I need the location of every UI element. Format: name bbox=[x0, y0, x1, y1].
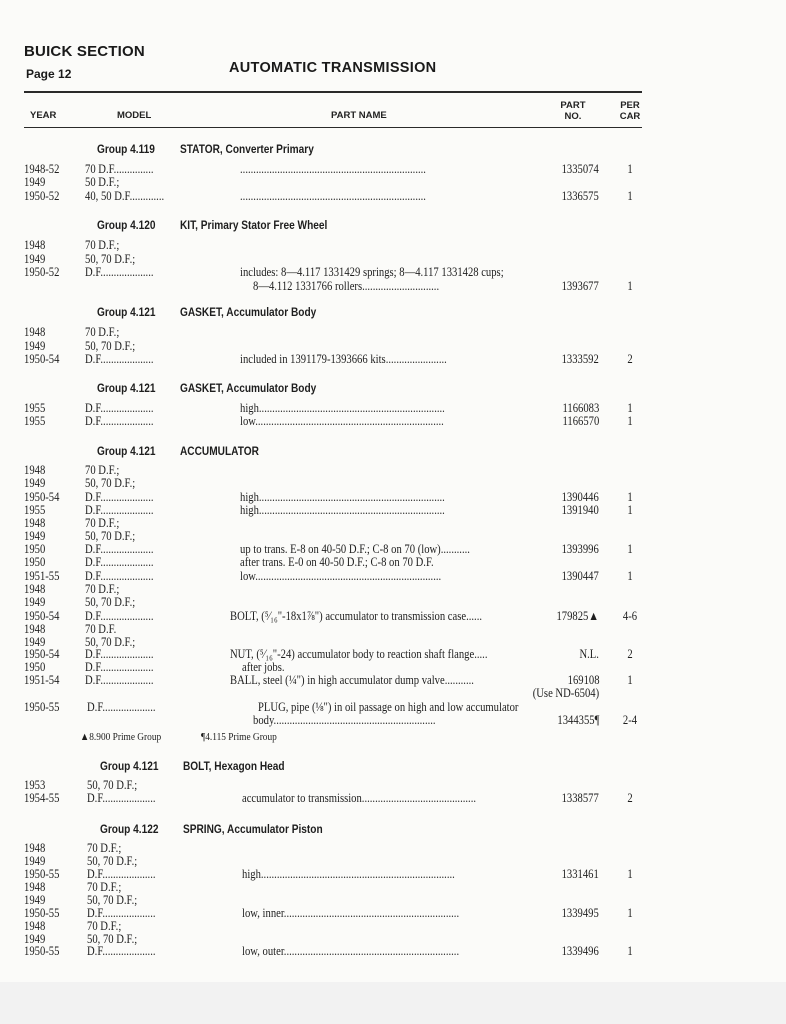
group-part-name: SPRING, Accumulator Piston bbox=[183, 824, 323, 836]
quantity-per-car: 2 bbox=[627, 647, 633, 661]
part-description: high...................................................................... bbox=[240, 401, 445, 415]
year-cell: 1950-52 bbox=[24, 265, 60, 279]
group-number: Group 4.119 bbox=[97, 144, 155, 156]
quantity-per-car: 1 bbox=[627, 542, 633, 556]
model-cell: 70 D.F.; bbox=[85, 238, 120, 252]
group-number: Group 4.120 bbox=[97, 220, 156, 232]
part-description: accumulator to transmission........................................... bbox=[242, 791, 477, 805]
model-cell: D.F.................... bbox=[85, 265, 154, 279]
year-cell: 1948 bbox=[24, 880, 46, 894]
page-background bbox=[0, 982, 786, 1024]
quantity-per-car: 1 bbox=[627, 906, 633, 920]
header-rule-bottom bbox=[24, 127, 642, 128]
part-number: 1339496 bbox=[561, 944, 599, 958]
part-description: high......................................................................... bbox=[242, 867, 455, 881]
year-cell: 1950-52 bbox=[24, 189, 60, 203]
year-cell: 1950-55 bbox=[24, 906, 60, 920]
quantity-per-car: 1 bbox=[627, 279, 633, 293]
year-cell: 1949 bbox=[24, 529, 46, 543]
part-description: BOLT, (⁵⁄₁₆"-18x1⅞") accumulator to transmission case...... bbox=[230, 609, 483, 623]
footnote-prime-group: ¶4.115 Prime Group bbox=[201, 731, 277, 743]
part-number: 1331461 bbox=[561, 867, 599, 881]
group-part-name: GASKET, Accumulator Body bbox=[180, 307, 317, 319]
quantity-per-car: 1 bbox=[627, 162, 633, 176]
part-number: 1333592 bbox=[561, 352, 599, 366]
part-description: BALL, steel (¼") in high accumulator dump valve........... bbox=[230, 673, 474, 687]
quantity-per-car: 1 bbox=[627, 401, 633, 415]
quantity-per-car: 1 bbox=[627, 490, 633, 504]
model-cell: D.F.................... bbox=[85, 503, 154, 517]
model-cell: 70 D.F.; bbox=[85, 582, 120, 596]
model-cell: 50, 70 D.F.; bbox=[87, 854, 138, 868]
year-cell: 1955 bbox=[24, 503, 46, 517]
part-description: PLUG, pipe (⅛") in oil passage on high and low accumulator bbox=[258, 700, 519, 714]
column-header-part-no bbox=[557, 100, 589, 122]
column-header-model: MODEL bbox=[117, 110, 152, 121]
model-cell: D.F.................... bbox=[87, 791, 156, 805]
part-number: 179825▲ bbox=[556, 609, 599, 623]
year-cell: 1948 bbox=[24, 919, 46, 933]
group-number: Group 4.121 bbox=[97, 383, 156, 395]
year-cell: 1949 bbox=[24, 635, 46, 649]
model-cell: 70 D.F.; bbox=[85, 516, 120, 530]
year-cell: 1949 bbox=[24, 175, 46, 189]
year-cell: 1949 bbox=[24, 476, 46, 490]
group-number: Group 4.121 bbox=[100, 761, 159, 773]
part-description: 8—4.112 1331766 rollers............................. bbox=[253, 279, 440, 293]
year-cell: 1950-54 bbox=[24, 609, 60, 623]
model-cell: D.F.................... bbox=[85, 555, 154, 569]
model-cell: 70 D.F. bbox=[85, 622, 117, 636]
year-cell: 1949 bbox=[24, 893, 46, 907]
year-cell: 1950 bbox=[24, 555, 46, 569]
part-description: up to trans. E-8 on 40-50 D.F.; C-8 on 70 (low)........... bbox=[240, 542, 470, 556]
year-cell: 1955 bbox=[24, 401, 46, 415]
model-cell: 50, 70 D.F.; bbox=[87, 893, 138, 907]
group-number: Group 4.122 bbox=[100, 824, 159, 836]
model-cell: 70 D.F.; bbox=[85, 463, 120, 477]
year-cell: 1948 bbox=[24, 516, 46, 530]
year-cell: 1950-55 bbox=[24, 944, 60, 958]
part-number: 1391940 bbox=[561, 503, 599, 517]
year-cell: 1948 bbox=[24, 238, 46, 252]
part-description: included in 1391179-1393666 kits....................... bbox=[240, 352, 447, 366]
part-number: 1390447 bbox=[561, 569, 599, 583]
part-number: 1335074 bbox=[561, 162, 599, 176]
part-number: 169108 bbox=[567, 673, 599, 687]
quantity-per-car: 1 bbox=[627, 944, 633, 958]
model-cell: 40, 50 D.F............. bbox=[85, 189, 165, 203]
model-cell: 70 D.F.; bbox=[87, 880, 122, 894]
year-cell: 1950-54 bbox=[24, 647, 60, 661]
model-cell: D.F.................... bbox=[85, 490, 154, 504]
year-cell: 1949 bbox=[24, 854, 46, 868]
part-number: (Use ND-6504) bbox=[532, 686, 599, 700]
quantity-per-car: 1 bbox=[627, 414, 633, 428]
model-cell: 70 D.F.; bbox=[85, 325, 120, 339]
year-cell: 1951-54 bbox=[24, 673, 60, 687]
year-cell: 1950-54 bbox=[24, 490, 60, 504]
year-cell: 1950-55 bbox=[24, 700, 60, 714]
quantity-per-car: 2-4 bbox=[622, 713, 638, 727]
model-cell: D.F.................... bbox=[87, 700, 156, 714]
year-cell: 1950 bbox=[24, 660, 46, 674]
part-number: 1344355¶ bbox=[556, 713, 599, 727]
year-cell: 1954-55 bbox=[24, 791, 60, 805]
header-rule-top bbox=[24, 91, 642, 93]
group-number: Group 4.121 bbox=[97, 307, 156, 319]
part-description: low....................................................................... bbox=[240, 414, 444, 428]
part-number: 1390446 bbox=[561, 490, 599, 504]
year-cell: 1950-54 bbox=[24, 352, 60, 366]
part-number: 1393996 bbox=[561, 542, 599, 556]
model-cell: D.F.................... bbox=[87, 944, 156, 958]
model-cell: D.F.................... bbox=[85, 352, 154, 366]
footnote-prime-group: ▲8.900 Prime Group bbox=[80, 731, 162, 743]
quantity-per-car: 2 bbox=[627, 791, 633, 805]
part-number: 1393677 bbox=[561, 279, 599, 293]
part-number: 1336575 bbox=[561, 189, 599, 203]
year-cell: 1948 bbox=[24, 622, 46, 636]
model-cell: 50, 70 D.F.; bbox=[85, 252, 136, 266]
part-number: 1339495 bbox=[561, 906, 599, 920]
model-cell: 70 D.F............... bbox=[85, 162, 154, 176]
year-cell: 1950 bbox=[24, 542, 46, 556]
column-header-per-car-line1: PER bbox=[620, 100, 640, 111]
group-part-name: GASKET, Accumulator Body bbox=[180, 383, 317, 395]
year-cell: 1953 bbox=[24, 778, 46, 792]
model-cell: D.F.................... bbox=[85, 542, 154, 556]
part-description: low, inner.................................................................. bbox=[242, 906, 460, 920]
model-cell: 50, 70 D.F.; bbox=[85, 339, 136, 353]
quantity-per-car: 1 bbox=[627, 867, 633, 881]
quantity-per-car: 1 bbox=[627, 189, 633, 203]
column-header-part-no-line1: PART bbox=[560, 100, 586, 111]
column-header-year: YEAR bbox=[30, 110, 57, 121]
part-description: NUT, (⁵⁄₁₆"-24) accumulator body to reaction shaft flange..... bbox=[230, 647, 488, 661]
part-number: 1166083 bbox=[562, 401, 599, 415]
model-cell: D.F.................... bbox=[85, 660, 154, 674]
year-cell: 1948 bbox=[24, 841, 46, 855]
part-description: high...................................................................... bbox=[240, 503, 445, 517]
model-cell: 70 D.F.; bbox=[87, 919, 122, 933]
year-cell: 1949 bbox=[24, 339, 46, 353]
part-description: ...................................................................... bbox=[240, 189, 426, 203]
quantity-per-car: 2 bbox=[627, 352, 633, 366]
part-description: ...................................................................... bbox=[240, 162, 426, 176]
year-cell: 1948 bbox=[24, 582, 46, 596]
model-cell: D.F.................... bbox=[85, 569, 154, 583]
quantity-per-car: 1 bbox=[627, 673, 633, 687]
model-cell: D.F.................... bbox=[85, 414, 154, 428]
column-header-part-name: PART NAME bbox=[331, 110, 387, 121]
page-number: Page 12 bbox=[26, 67, 72, 81]
part-description: body............................................................. bbox=[253, 713, 436, 727]
part-description: low...................................................................... bbox=[240, 569, 442, 583]
model-cell: 50 D.F.; bbox=[85, 175, 120, 189]
model-cell: 50, 70 D.F.; bbox=[85, 595, 136, 609]
group-part-name: STATOR, Converter Primary bbox=[180, 144, 314, 156]
part-description: includes: 8—4.117 1331429 springs; 8—4.117 1331428 cups; bbox=[240, 265, 504, 279]
model-cell: 70 D.F.; bbox=[87, 841, 122, 855]
group-part-name: BOLT, Hexagon Head bbox=[183, 761, 285, 773]
quantity-per-car: 1 bbox=[627, 569, 633, 583]
part-number: 1166570 bbox=[562, 414, 599, 428]
quantity-per-car: 1 bbox=[627, 503, 633, 517]
model-cell: D.F.................... bbox=[87, 906, 156, 920]
group-number: Group 4.121 bbox=[97, 446, 156, 458]
year-cell: 1949 bbox=[24, 932, 46, 946]
year-cell: 1948 bbox=[24, 325, 46, 339]
model-cell: D.F.................... bbox=[85, 609, 154, 623]
part-number: 1338577 bbox=[561, 791, 599, 805]
group-part-name: KIT, Primary Stator Free Wheel bbox=[180, 220, 328, 232]
year-cell: 1948 bbox=[24, 463, 46, 477]
year-cell: 1955 bbox=[24, 414, 46, 428]
model-cell: D.F.................... bbox=[85, 673, 154, 687]
model-cell: 50, 70 D.F.; bbox=[87, 778, 138, 792]
part-number: N.L. bbox=[579, 647, 599, 661]
column-header-part-no-line2: NO. bbox=[564, 111, 582, 122]
part-description: after trans. E-0 on 40-50 D.F.; C-8 on 70 D.F. bbox=[240, 555, 434, 569]
year-cell: 1949 bbox=[24, 595, 46, 609]
part-description: high...................................................................... bbox=[240, 490, 445, 504]
group-part-name: ACCUMULATOR bbox=[180, 446, 259, 458]
model-cell: D.F.................... bbox=[87, 867, 156, 881]
model-cell: D.F.................... bbox=[85, 401, 154, 415]
part-description: after jobs. bbox=[242, 660, 285, 674]
model-cell: D.F.................... bbox=[85, 647, 154, 661]
year-cell: 1951-55 bbox=[24, 569, 60, 583]
model-cell: 50, 70 D.F.; bbox=[85, 635, 136, 649]
year-cell: 1949 bbox=[24, 252, 46, 266]
model-cell: 50, 70 D.F.; bbox=[85, 529, 136, 543]
year-cell: 1950-55 bbox=[24, 867, 60, 881]
part-description: low, outer.................................................................. bbox=[242, 944, 460, 958]
year-cell: 1948-52 bbox=[24, 162, 60, 176]
section-title: BUICK SECTION bbox=[24, 43, 145, 60]
column-header-per-car-line2: CAR bbox=[619, 111, 641, 122]
model-cell: 50, 70 D.F.; bbox=[87, 932, 138, 946]
model-cell: 50, 70 D.F.; bbox=[85, 476, 136, 490]
page-title: AUTOMATIC TRANSMISSION bbox=[229, 60, 437, 76]
quantity-per-car: 4-6 bbox=[622, 609, 638, 623]
column-header-per-car bbox=[617, 100, 643, 122]
